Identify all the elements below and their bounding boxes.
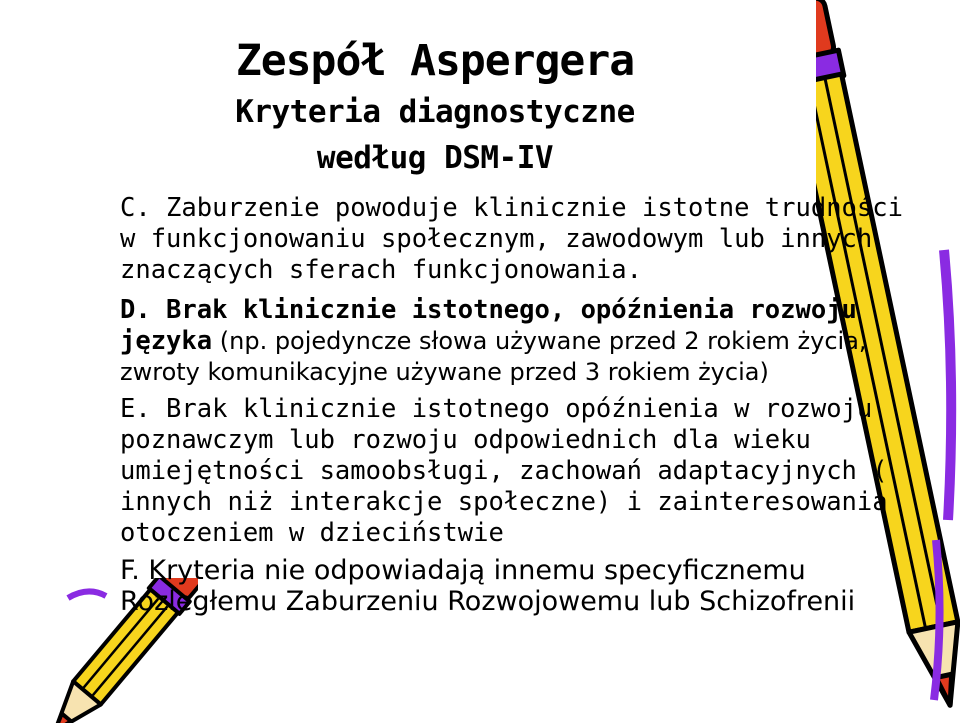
slide-subtitle-line2: według DSM-IV [316,140,554,176]
criterion-e: E. Brak klinicznie istotnego opóźnienia w rozwoju poznawczym lub rozwoju odpowiednich dla wieku umiejętności samoobsługi, zachowań adaptacyjnych ( innych niż interakcje społeczne) i zainteresowania otoczeniem w dzieciństwie [120,394,888,548]
criterion-d-bold: D. Brak klinicznie istotnego, opóźnienia rozwoju języka [120,295,857,356]
criterion-d-detail: (np. pojedyncze słowa używane przed 2 rokiem życia, zwroty komunikacyjne używane przed 3 rokiem życia) [120,327,867,386]
slide-title: Zespół Aspergera [235,36,635,86]
criterion-c: C. Zaburzenie powoduje klinicznie istotne trudności w funkcjonowaniu społecznym, zawodowym lub innych znaczących sferach funkcjonowania. [120,193,903,285]
slide-subtitle-line1: Kryteria diagnostyczne [235,94,635,130]
criterion-f: F. Kryteria nie odpowiadają innemu specyficznemu Rozległemu Zaburzeniu Rozwojowemu lub Schizofrenii [120,555,856,617]
criteria-list [120,193,920,617]
criterion-d [120,295,920,388]
